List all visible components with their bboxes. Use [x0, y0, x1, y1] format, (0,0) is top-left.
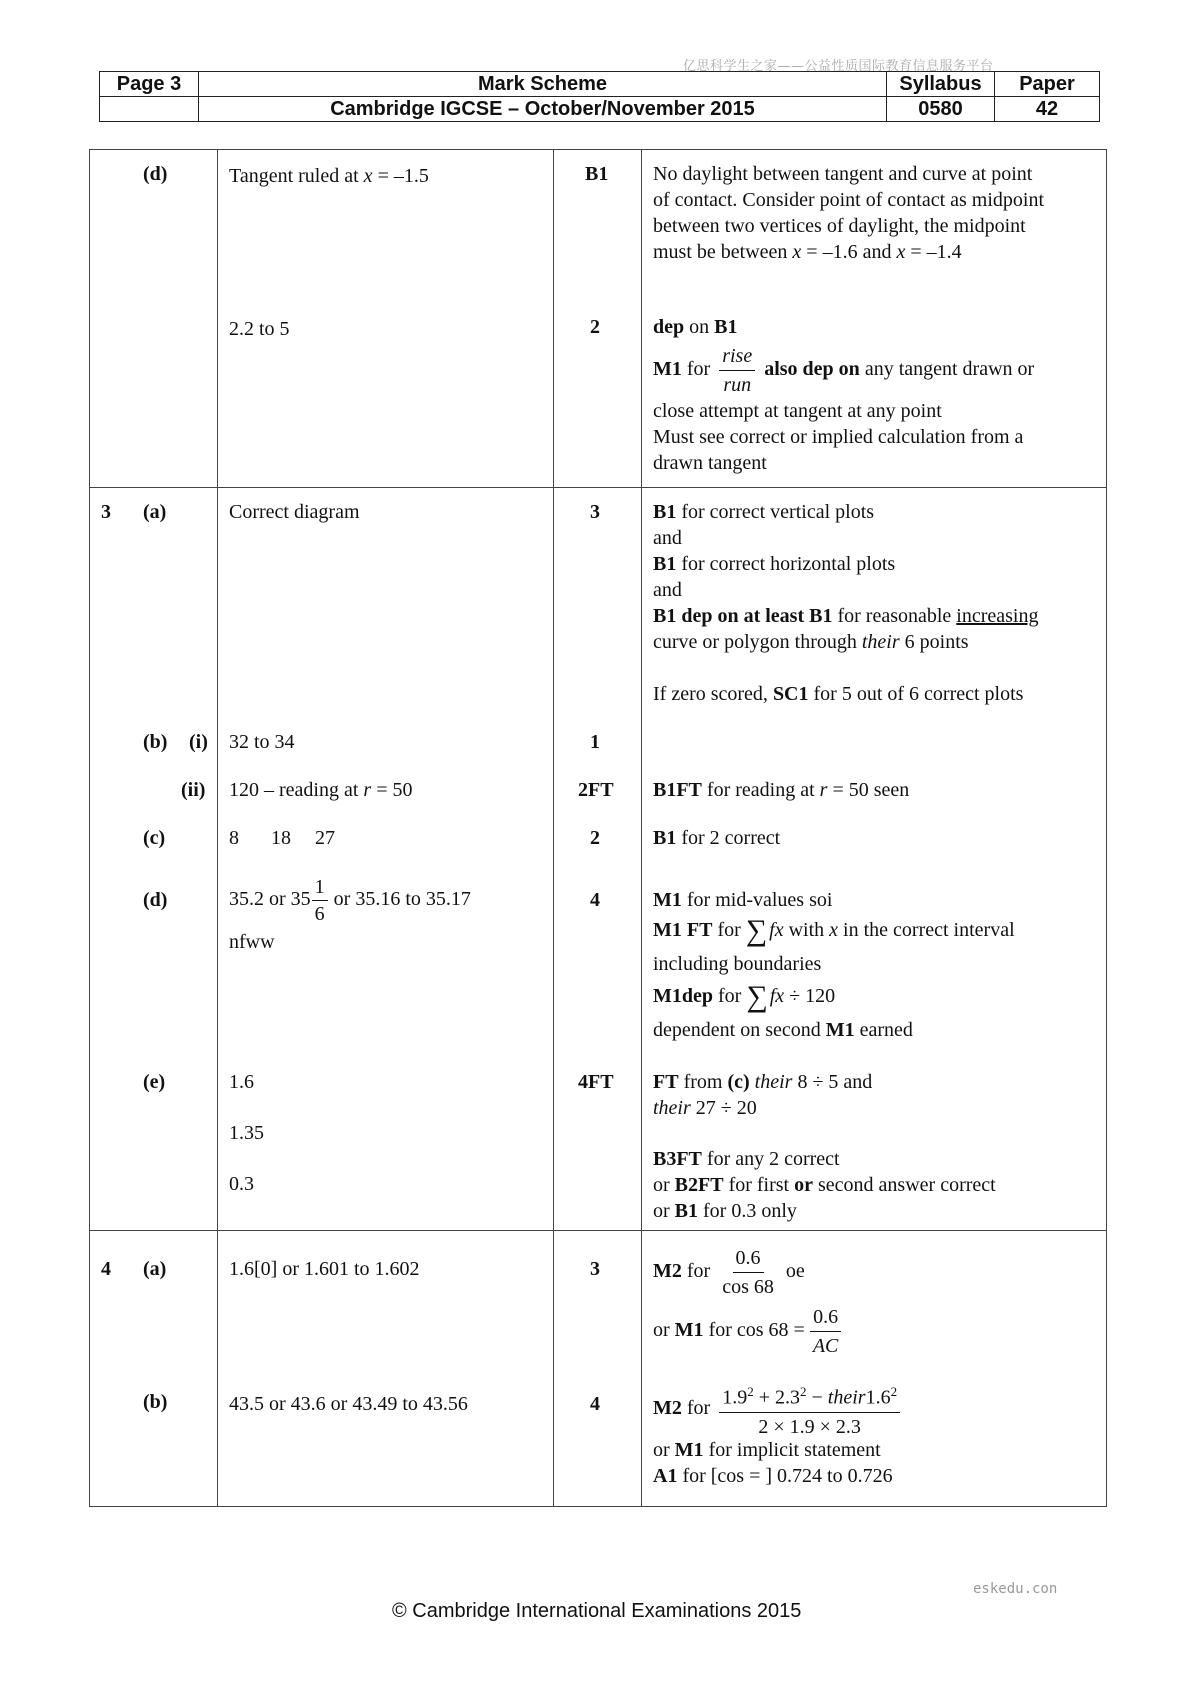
- answer-cell: 2.2 to 5: [229, 318, 290, 340]
- paper-number: 42: [995, 97, 1100, 122]
- guidance-line: B1 for correct horizontal plots: [653, 553, 896, 575]
- page-number: Page 3: [100, 72, 199, 97]
- part-label: (b): [143, 731, 168, 753]
- answer-value: 1.6: [229, 1071, 254, 1093]
- guidance-line: dep on B1: [653, 316, 738, 338]
- page-title: Mark Scheme: [199, 72, 887, 97]
- paper-label: Paper: [995, 72, 1100, 97]
- part-label: (e): [143, 1071, 166, 1093]
- fraction: $\frac{1.9^2 + 2.3^2 - their1.6^2}{2 \times 1.9 \times 2.3}$: [719, 1378, 900, 1441]
- watermark-top: 亿思科学生之家——公益性质国际教育信息服务平台: [683, 59, 994, 74]
- fraction: $\frac{0.6}{\cos 68}$: [719, 1244, 777, 1301]
- guidance-line: or B1 for 0.3 only: [653, 1200, 797, 1222]
- answer-cell: nfww: [229, 931, 275, 953]
- column-divider: [553, 149, 554, 1507]
- guidance-line: between two vertices of daylight, the midpoint: [653, 215, 1026, 237]
- mark-cell: 2: [590, 316, 600, 338]
- guidance-line: must be between x = –1.6 and x = –1.4: [653, 241, 962, 263]
- row-divider: [89, 1230, 1107, 1231]
- guidance-line: close attempt at tangent at any point: [653, 400, 942, 422]
- guidance-line: A1 for [cos = ] 0.724 to 0.726: [653, 1465, 893, 1487]
- guidance-line: M1dep for ∑ fx ÷ 120: [653, 980, 836, 1013]
- mark-cell: B1: [585, 163, 609, 185]
- guidance-line: M1 FT for ∑ fx with x in the correct interval: [653, 914, 1015, 947]
- guidance-line: including boundaries: [653, 953, 822, 975]
- guidance-line: If zero scored, SC1 for 5 out of 6 correct plots: [653, 683, 1024, 705]
- column-divider: [217, 149, 218, 1507]
- guidance-line: B1 dep on at least B1 for reasonable increasing: [653, 605, 1039, 627]
- mark-cell: 4: [590, 1393, 600, 1415]
- header-table: [99, 71, 1100, 122]
- fraction: $\frac{0.6}{AC}$: [810, 1303, 842, 1360]
- guidance-line: B1FT for reading at r = 50 seen: [653, 779, 910, 801]
- header-blank: [100, 97, 199, 122]
- guidance-line: and: [653, 527, 682, 549]
- guidance-line: or M1 for implicit statement: [653, 1439, 881, 1461]
- guidance-line: B1 for correct vertical plots: [653, 501, 875, 523]
- guidance-line: B1 for 2 correct: [653, 827, 781, 849]
- fraction: $\frac{1}{6}$: [312, 874, 328, 927]
- part-label: (d): [143, 889, 168, 911]
- part-label: (d): [143, 163, 168, 185]
- guidance-line: drawn tangent: [653, 452, 767, 474]
- answer-cell: 35.2 or 35 $\frac{1}{6}$ or 35.16 to 35.17: [229, 876, 471, 925]
- guidance-line: dependent on second M1 earned: [653, 1019, 913, 1041]
- guidance-line: M1 for mid-values soi: [653, 889, 833, 911]
- syllabus-code: 0580: [887, 97, 995, 122]
- answer-value: 8: [229, 827, 239, 849]
- subpart-label: (ii): [181, 779, 206, 801]
- mark-cell: 3: [590, 501, 600, 523]
- answer-cell: Tangent ruled at x = –1.5: [229, 165, 429, 187]
- guidance-line: FT from (c) their 8 ÷ 5 and: [653, 1071, 873, 1093]
- part-label: (a): [143, 1258, 167, 1280]
- guidance-line: M2 for $\frac{1.9^2 + 2.3^2 - their1.6^2}{2 \times 1.9 \times 2.3}$: [653, 1378, 904, 1441]
- copyright-footer: © Cambridge International Examinations 2015: [392, 1600, 802, 1622]
- row-divider: [89, 487, 1107, 488]
- guidance-line: curve or polygon through their 6 points: [653, 631, 969, 653]
- mark-cell: 2FT: [578, 779, 614, 801]
- subpart-label: (i): [189, 731, 208, 753]
- answer-cell: 32 to 34: [229, 731, 295, 753]
- guidance-line: M1 for $\frac{\text{rise}}{\text{run}}$ also dep on any tangent drawn or: [653, 342, 1034, 399]
- mark-cell: 4: [590, 889, 600, 911]
- part-label: (c): [143, 827, 166, 849]
- syllabus-label: Syllabus: [887, 72, 995, 97]
- guidance-line: their 27 ÷ 20: [653, 1097, 757, 1119]
- mark-cell: 2: [590, 827, 600, 849]
- fraction: $\frac{\text{rise}}{\text{run}}$: [719, 342, 755, 399]
- answer-cell: 43.5 or 43.6 or 43.49 to 43.56: [229, 1393, 468, 1415]
- guidance-line: of contact. Consider point of contact as midpoint: [653, 189, 1045, 211]
- question-number: 4: [101, 1258, 111, 1280]
- guidance-line: B3FT for any 2 correct: [653, 1148, 840, 1170]
- answer-cell: 120 – reading at r = 50: [229, 779, 413, 801]
- guidance-line: No daylight between tangent and curve at point: [653, 163, 1033, 185]
- guidance-line: Must see correct or implied calculation from a: [653, 426, 1024, 448]
- answer-value: 27: [315, 827, 335, 849]
- answer-value: 0.3: [229, 1173, 254, 1195]
- mark-cell: 3: [590, 1258, 600, 1280]
- answer-cell: 1.6[0] or 1.601 to 1.602: [229, 1258, 420, 1280]
- answer-value: 1.35: [229, 1122, 264, 1144]
- guidance-line: or M1 for cos 68 = $\frac{0.6}{AC}$: [653, 1303, 845, 1360]
- question-number: 3: [101, 501, 111, 523]
- guidance-line: or B2FT for first or second answer correct: [653, 1174, 996, 1196]
- part-label: (b): [143, 1391, 168, 1413]
- guidance-line: M2 for $\frac{0.6}{\cos 68}$ oe: [653, 1244, 805, 1301]
- mark-cell: 1: [590, 731, 600, 753]
- guidance-line: and: [653, 579, 682, 601]
- answer-value: 18: [271, 827, 291, 849]
- mark-scheme-table: [89, 149, 1107, 1507]
- part-label: (a): [143, 501, 167, 523]
- mark-cell: 4FT: [578, 1071, 614, 1093]
- answer-cell: Correct diagram: [229, 501, 360, 523]
- watermark-bottom: eskedu.con: [973, 1581, 1058, 1597]
- column-divider: [641, 149, 642, 1507]
- exam-subtitle: Cambridge IGCSE – October/November 2015: [199, 97, 887, 122]
